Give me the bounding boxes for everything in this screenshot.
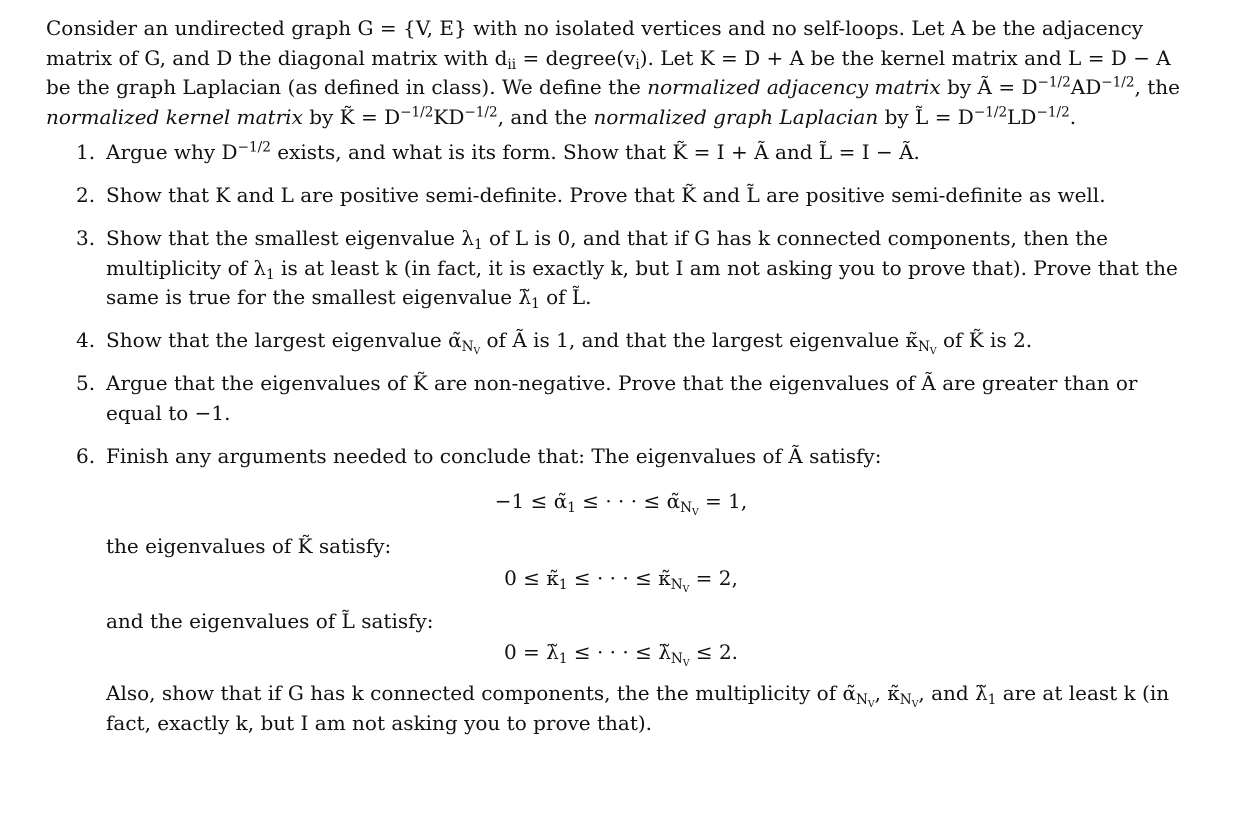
subscript-1: 1 — [567, 500, 576, 517]
subscript-i: i — [635, 56, 640, 73]
subscript-n: N — [918, 339, 930, 356]
item-6-lead: Finish any arguments needed to conclude that: The eigenvalues of Ã satisfy: — [106, 443, 882, 468]
eq-part: = 1, — [698, 489, 748, 513]
item-1-text-a: Argue why D — [106, 140, 238, 164]
eq-part: ≤ · · · ≤ λ̃ — [567, 640, 671, 664]
subscript-v: V — [929, 345, 937, 357]
subscript-v: V — [682, 583, 690, 595]
intro-text-1b: = degree(v — [516, 45, 636, 70]
item-3-text-b: of L is 0, and that if G has k connected components, then the multiplicity of λ — [106, 226, 1109, 280]
exponent: −1/2 — [1101, 74, 1135, 91]
exponent: −1/2 — [400, 104, 434, 121]
subscript-1: 1 — [474, 237, 483, 254]
item-2-text: Show that K and L are positive semi-definite. Prove that K̃ and L̃ are positive semi-definite as well. — [106, 183, 1106, 207]
eq-part: ≤ · · · ≤ κ̃ — [567, 565, 671, 590]
question-list — [46, 138, 1196, 738]
item-number: 3. — [76, 226, 96, 250]
item-3-text-c: is at least k (in fact, it is exactly k, but I am not asking you to prove that). Prove that the same is true for the smallest eigenvalue λ̃ — [106, 255, 1178, 309]
eigen-laplacian-label: and the eigenvalues of L̃ satisfy: — [106, 608, 434, 633]
eq-part: −1 ≤ α̃ — [494, 489, 568, 513]
intro-text-2: by Ã = D — [940, 75, 1038, 99]
intro-text-10: . — [1069, 104, 1077, 129]
intro-paragraph — [46, 14, 1196, 132]
term-normalized-kernel: normalized kernel matrix — [46, 104, 303, 129]
eq-part: 0 ≤ κ̃ — [504, 565, 559, 590]
item-number: 5. — [76, 371, 96, 395]
item-number: 1. — [76, 140, 96, 164]
subscript-v: V — [911, 698, 919, 710]
subscript-1: 1 — [987, 692, 997, 709]
equation-alpha — [106, 487, 1196, 516]
subscript-v: V — [682, 657, 690, 669]
subscript-v: V — [867, 698, 875, 710]
tail-part: Also, show that if G has k connected components, the the multiplicity of α̃ — [106, 681, 856, 705]
item-6-tail — [106, 679, 1196, 738]
eq-part: = 2, — [689, 565, 738, 590]
item-3-text-a: Show that the smallest eigenvalue λ — [106, 226, 475, 250]
subscript-n: N — [461, 339, 474, 356]
intro-text-7: , and the — [497, 104, 594, 129]
list-item-3 — [46, 224, 1196, 313]
eq-part: 0 = λ̃ — [503, 640, 559, 664]
subscript-1: 1 — [558, 651, 568, 668]
intro-text-1c: ). Let K = D + A be the kernel matrix and L = D − A be the graph Laplacian (as defined in class). We define the — [46, 45, 1171, 99]
eq-part: ≤ · · · ≤ α̃ — [575, 489, 681, 513]
eigen-kernel-label: the eigenvalues of K̃ satisfy: — [106, 534, 392, 558]
exponent: −1/2 — [973, 104, 1008, 121]
list-item-4 — [46, 326, 1196, 356]
item-number: 4. — [76, 328, 96, 352]
equation-lambda — [106, 638, 1196, 667]
subscript-n: N — [680, 500, 693, 517]
list-item-1 — [46, 138, 1196, 168]
eq-part: ≤ 2. — [689, 640, 739, 664]
exponent: −1/2 — [464, 104, 498, 121]
tail-part: , and λ̃ — [918, 681, 988, 705]
tail-part: are at least k (in fact, exactly k, but I am not asking you to prove that). — [106, 681, 1170, 735]
item-5-text: Argue that the eigenvalues of K̃ are non-negative. Prove that the eigenvalues of Ã are greater than or equal to −1. — [106, 371, 1138, 425]
intro-text-6: KD — [433, 104, 465, 129]
subscript-v: V — [473, 345, 481, 357]
item-number: 6. — [76, 443, 96, 468]
term-normalized-laplacian: normalized graph Laplacian — [593, 104, 879, 129]
subscript-ii: ii — [507, 56, 517, 73]
subscript-n: N — [670, 651, 683, 668]
subscript-1: 1 — [531, 296, 540, 313]
list-item-6 — [46, 442, 1196, 739]
item-number: 2. — [76, 183, 96, 207]
item-3-text-d: of L̃. — [539, 285, 592, 309]
intro-text-5: by K̃ = D — [302, 104, 401, 129]
intro-text-9: LD — [1007, 104, 1037, 129]
item-4-text-a: Show that the largest eigenvalue α̃ — [106, 328, 462, 352]
intro-text-3: AD — [1070, 75, 1102, 99]
term-normalized-adjacency: normalized adjacency matrix — [647, 75, 941, 99]
intro-text-1: Consider an undirected graph G = {V, E} with no isolated vertices and no self-loops. Let A be the adjacency matrix of G, and D the diagonal matrix with d — [46, 16, 1144, 70]
subscript-n: N — [899, 692, 912, 709]
tail-part: , κ̃ — [874, 681, 900, 705]
intro-text-4: , the — [1134, 75, 1181, 99]
exponent: −1/2 — [1036, 104, 1070, 121]
subscript-1: 1 — [266, 266, 275, 283]
list-item-2 — [46, 181, 1196, 211]
item-1-text-b: exists, and what is its form. Show that K̃ = I + Ã and L̃ = I − Ã. — [270, 140, 920, 164]
subscript-1: 1 — [558, 576, 568, 593]
subscript-n: N — [670, 576, 683, 593]
exponent: −1/2 — [1037, 74, 1071, 91]
equation-kappa — [106, 564, 1196, 593]
list-item-5 — [46, 369, 1196, 428]
item-4-text-b: of Ã is 1, and that the largest eigenvalue κ̃ — [480, 328, 919, 352]
item-4-text-c: of K̃ is 2. — [936, 328, 1033, 352]
subscript-v: V — [692, 506, 699, 518]
intro-text-8: by L̃ = D — [878, 104, 974, 129]
subscript-n: N — [855, 692, 868, 709]
exponent: −1/2 — [237, 139, 271, 156]
